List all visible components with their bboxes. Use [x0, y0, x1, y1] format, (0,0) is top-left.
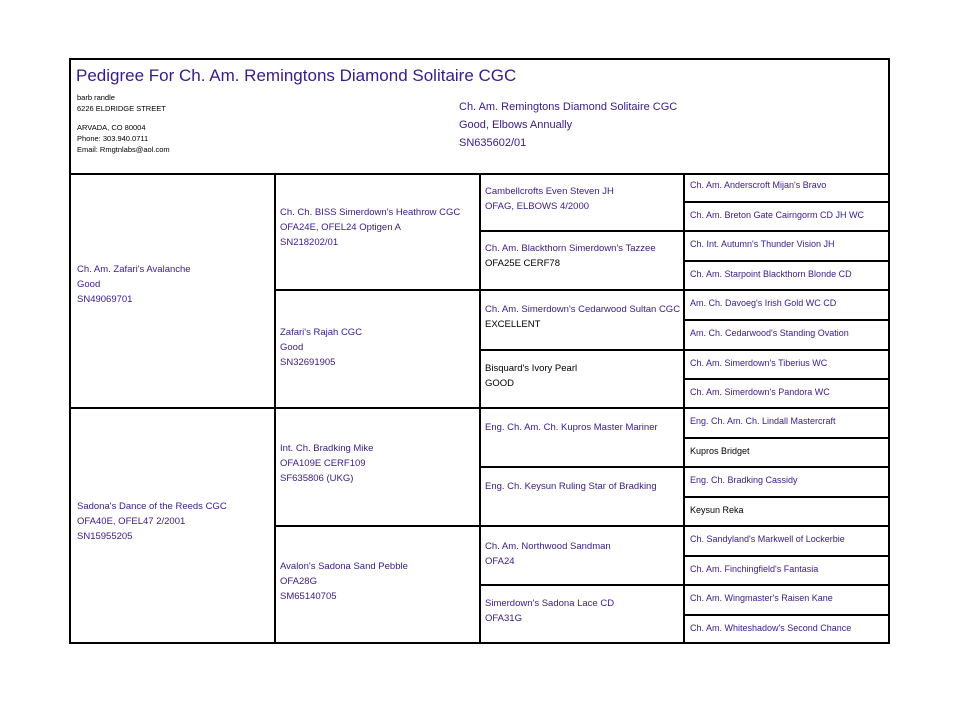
sire-name: Ch. Am. Zafari's Avalanche	[77, 264, 191, 275]
subject-reg: SN635602/01	[459, 137, 527, 149]
gen3-cell	[479, 409, 681, 466]
gen4-cell	[683, 321, 888, 349]
owner-name: barb randle	[77, 93, 115, 102]
gen3-detail: OFAG, ELBOWS 4/2000	[485, 201, 590, 212]
gen4-name: Kupros Bridget	[690, 446, 750, 456]
gen2-cell	[274, 409, 477, 525]
gen3-name: Simerdown's Sadona Lace CD	[485, 598, 615, 609]
gen4-name: Ch. Am. Breton Gate Cairngorm CD JH WC	[690, 210, 865, 220]
gen2-reg: SF635806 (UKG)	[280, 473, 354, 484]
gen3-name: Bisquard's Ivory Pearl	[485, 363, 578, 374]
generation-4	[683, 173, 888, 642]
owner-city: ARVADA, CO 80004	[77, 123, 146, 132]
gen4-name: Am. Ch. Cedarwood's Standing Ovation	[690, 328, 849, 338]
gen3-name: Eng. Ch. Am. Ch. Kupros Master Mariner	[485, 422, 658, 433]
gen3-detail: GOOD	[485, 378, 515, 389]
gen4-name: Ch. Am. Whiteshadow's Second Chance	[690, 623, 852, 633]
dam-health: OFA40E, OFEL47 2/2001	[77, 516, 186, 527]
gen3-cell	[479, 291, 681, 349]
gen3-detail: OFA25E CERF78	[485, 258, 560, 269]
pedigree-header	[71, 60, 888, 175]
gen3-cell	[479, 527, 681, 584]
gen4-cell	[683, 616, 888, 642]
gen2-health: OFA28G	[280, 576, 317, 587]
gen4-name: Ch. Am. Anderscroft Mijan's Bravo	[690, 180, 827, 190]
gen2-reg: SN218202/01	[280, 237, 339, 248]
gen2-cell	[274, 527, 477, 642]
dam-reg: SN15955205	[77, 531, 133, 542]
sire-health: Good	[77, 279, 101, 290]
gen4-cell	[683, 527, 888, 555]
gen4-cell	[683, 409, 888, 437]
subject-info	[459, 98, 677, 152]
gen3-name: Cambellcrofts Even Steven JH	[485, 186, 614, 197]
subject-name: Ch. Am. Remingtons Diamond Solitaire CGC	[459, 101, 678, 113]
gen4-name: Eng. Ch. Am. Ch. Lindall Mastercraft	[690, 416, 836, 426]
gen2-name: Int. Ch. Bradking Mike	[280, 443, 374, 454]
pedigree-grid	[71, 173, 888, 642]
gen4-name: Ch. Am. Wingmaster's Raisen Kane	[690, 593, 833, 603]
gen4-cell	[683, 351, 888, 378]
gen4-name: Ch. Am. Simerdown's Tiberius WC	[690, 358, 828, 368]
gen4-name: Ch. Am. Starpoint Blackthorn Blonde CD	[690, 269, 852, 279]
gen4-cell	[683, 262, 888, 289]
gen3-cell	[479, 351, 681, 407]
owner-phone: Phone: 303.940.0711	[77, 134, 149, 143]
gen2-health: OFA109E CERF109	[280, 458, 366, 469]
gen3-detail: OFA31G	[485, 613, 522, 624]
page-title: Pedigree For Ch. Am. Remingtons Diamond Solitaire CGC	[76, 66, 517, 85]
gen4-name: Ch. Int. Autumn's Thunder Vision JH	[690, 239, 835, 249]
generation-2	[274, 173, 481, 642]
gen2-name: Ch. Ch. BISS Simerdown's Heathrow CGC	[280, 207, 461, 218]
gen4-cell	[683, 439, 888, 466]
gen2-cell	[274, 291, 477, 407]
gen4-name: Eng. Ch. Bradking Cassidy	[690, 475, 798, 485]
gen3-name: Ch. Am. Northwood Sandman	[485, 541, 611, 552]
gen2-health: OFA24E, OFEL24 Optigen A	[280, 222, 401, 233]
owner-email: Email: Rmgtnlabs@aol.com	[77, 145, 170, 154]
owner-street: 6226 ELDRIDGE STREET	[77, 104, 166, 113]
gen4-name: Ch. Am. Simerdown's Pandora WC	[690, 387, 830, 397]
gen4-name: Ch. Am. Finchingfield's Fantasia	[690, 564, 819, 574]
gen2-name: Avalon's Sadona Sand Pebble	[280, 561, 408, 572]
gen4-cell	[683, 203, 888, 230]
gen4-cell	[683, 557, 888, 584]
sire-cell	[71, 173, 272, 407]
gen4-name: Keysun Reka	[690, 505, 744, 515]
gen3-name: Ch. Am. Simerdown's Cedarwood Sultan CGC	[485, 304, 681, 315]
gen3-detail: OFA24	[485, 556, 515, 567]
gen2-name: Zafari's Rajah CGC	[280, 327, 363, 338]
gen3-cell	[479, 173, 681, 230]
gen2-reg: SM65140705	[280, 591, 337, 602]
gen4-cell	[683, 291, 888, 319]
gen4-name: Am. Ch. Davoeg's Irish Gold WC CD	[690, 298, 837, 308]
sire-reg: SN49069701	[77, 294, 133, 305]
gen4-cell	[683, 468, 888, 496]
gen4-cell	[683, 232, 888, 260]
gen4-cell	[683, 498, 888, 525]
generation-3	[479, 173, 685, 642]
gen4-cell	[683, 380, 888, 407]
gen4-cell	[683, 586, 888, 614]
gen3-detail: EXCELLENT	[485, 319, 541, 330]
gen3-name: Eng. Ch. Keysun Ruling Star of Bradking	[485, 481, 657, 492]
dam-name: Sadona's Dance of the Reeds CGC	[77, 501, 227, 512]
dam-cell	[71, 409, 272, 642]
gen3-name: Ch. Am. Blackthorn Simerdown's Tazzee	[485, 243, 656, 254]
gen2-cell	[274, 173, 477, 289]
gen2-health: Good	[280, 342, 304, 353]
gen4-name: Ch. Sandyland's Markwell of Lockerbie	[690, 534, 845, 544]
gen3-cell	[479, 586, 681, 642]
subject-health: Good, Elbows Annually	[459, 119, 573, 131]
owner-info	[77, 92, 170, 155]
gen2-reg: SN32691905	[280, 357, 336, 368]
gen3-cell	[479, 468, 681, 525]
gen4-cell	[683, 173, 888, 201]
generation-1	[71, 173, 276, 642]
gen3-cell	[479, 232, 681, 289]
pedigree-document	[69, 58, 890, 644]
